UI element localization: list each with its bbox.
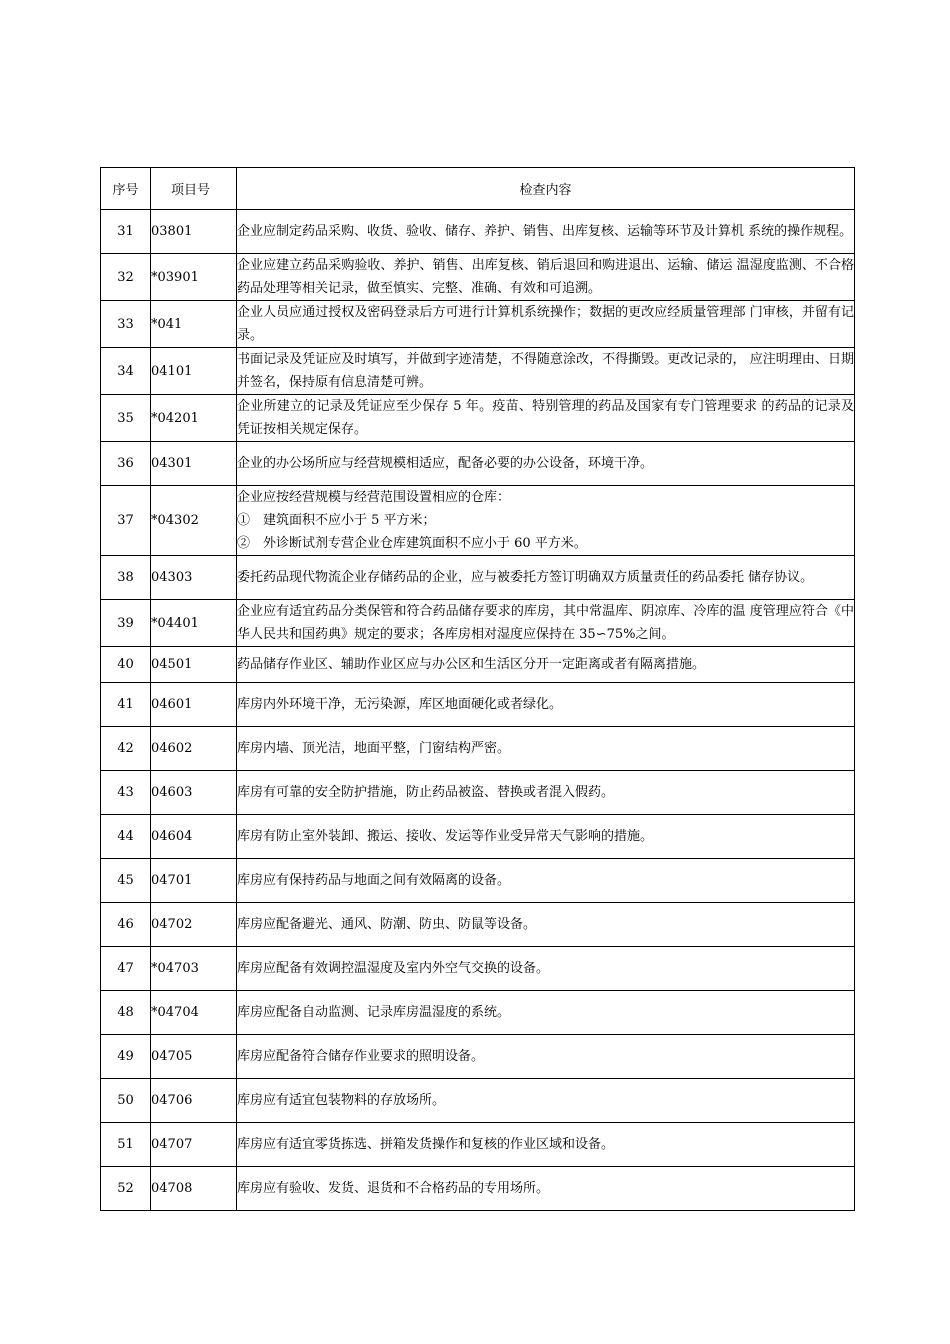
table-row: [101, 859, 855, 903]
row-seq: 50: [101, 1079, 151, 1123]
row-content: 库房应配备有效调控温湿度及室内外空气交换的设备。: [237, 947, 855, 991]
row-code: 04701: [151, 859, 237, 903]
inspection-table: [100, 167, 855, 1211]
table-row: [101, 1167, 855, 1211]
row-content: 企业应制定药品采购、收货、验收、储存、养护、销售、出库复核、运输等环节及计算机 系统的操作规程。: [237, 210, 855, 254]
row-code: 04707: [151, 1123, 237, 1167]
row-code: 04705: [151, 1035, 237, 1079]
row-seq: 40: [101, 647, 151, 683]
row-code: 04603: [151, 771, 237, 815]
table-row: [101, 1035, 855, 1079]
table-row: [101, 647, 855, 683]
row-seq: 48: [101, 991, 151, 1035]
row-content: 企业应有适宜药品分类保管和符合药品储存要求的库房，其中常温库、阴凉库、冷库的温 度管理应符合《中华人民共和国药典》规定的要求；各库房相对湿度应保持在 35∽75%之间。: [237, 600, 855, 647]
row-content: 库房应配备符合储存作业要求的照明设备。: [237, 1035, 855, 1079]
row-seq: 41: [101, 683, 151, 727]
header-code: 项目号: [151, 168, 237, 210]
row-code: 04101: [151, 348, 237, 395]
row-content-line: ① 建筑面积不应小于 5 平方米；: [237, 513, 436, 528]
row-seq: 51: [101, 1123, 151, 1167]
row-code: 03801: [151, 210, 237, 254]
row-content: 库房有防止室外装卸、搬运、接收、发运等作业受异常天气影响的措施。: [237, 815, 855, 859]
row-seq: 35: [101, 395, 151, 442]
row-code: *03901: [151, 254, 237, 301]
row-content: [237, 486, 855, 556]
table-row: [101, 727, 855, 771]
table-row: [101, 947, 855, 991]
table-row: [101, 815, 855, 859]
table-header-row: [101, 168, 855, 210]
row-code: *04201: [151, 395, 237, 442]
table-row: [101, 903, 855, 947]
row-content: 库房内墙、顶光洁，地面平整，门窗结构严密。: [237, 727, 855, 771]
row-content: 库房内外环境干净，无污染源，库区地面硬化或者绿化。: [237, 683, 855, 727]
row-code: 04501: [151, 647, 237, 683]
row-content: 药品储存作业区、辅助作业区应与办公区和生活区分开一定距离或者有隔离措施。: [237, 647, 855, 683]
table-row: [101, 210, 855, 254]
row-content: 委托药品现代物流企业存储药品的企业，应与被委托方签订明确双方质量责任的药品委托 储存协议。: [237, 556, 855, 600]
table-row: [101, 556, 855, 600]
row-seq: 42: [101, 727, 151, 771]
row-seq: 32: [101, 254, 151, 301]
table-row: [101, 301, 855, 348]
row-content: 企业应建立药品采购验收、养护、销售、出库复核、销后退回和购进退出、运输、储运 温湿度监测、不合格药品处理等相关记录，做至慎实、完整、准确、有效和可追溯。: [237, 254, 855, 301]
row-content: 书面记录及凭证应及时填写，并做到字迹清楚，不得随意涂改，不得撕毁。更改记录的， 应注明理由、日期并签名，保持原有信息清楚可辨。: [237, 348, 855, 395]
row-seq: 38: [101, 556, 151, 600]
table-row: [101, 991, 855, 1035]
row-seq: 52: [101, 1167, 151, 1211]
row-code: 04301: [151, 442, 237, 486]
row-seq: 43: [101, 771, 151, 815]
header-content: 检查内容: [237, 168, 855, 210]
table-row: [101, 1079, 855, 1123]
row-code: *04401: [151, 600, 237, 647]
row-content: 库房应配备自动监测、记录库房温湿度的系统。: [237, 991, 855, 1035]
table-row: [101, 600, 855, 647]
row-content: 企业的办公场所应与经营规模相适应，配备必要的办公设备，环境干净。: [237, 442, 855, 486]
row-content: 企业所建立的记录及凭证应至少保存 5 年。疫苗、特别管理的药品及国家有专门管理要求 的药品的记录及凭证按相关规定保存。: [237, 395, 855, 442]
row-content: 库房应配备避光、通风、防潮、防虫、防鼠等设备。: [237, 903, 855, 947]
row-seq: 47: [101, 947, 151, 991]
header-seq: 序号: [101, 168, 151, 210]
row-seq: 49: [101, 1035, 151, 1079]
row-content: 库房应有适宜包装物料的存放场所。: [237, 1079, 855, 1123]
row-content-line: 企业应按经营规模与经营范围设置相应的仓库：: [237, 490, 511, 505]
row-content: 库房应有适宜零货拣选、拼箱发货操作和复核的作业区域和设备。: [237, 1123, 855, 1167]
table-row: [101, 395, 855, 442]
row-seq: 46: [101, 903, 151, 947]
row-code: *04703: [151, 947, 237, 991]
table-row: [101, 254, 855, 301]
row-code: 04708: [151, 1167, 237, 1211]
row-content: 企业人员应通过授权及密码登录后方可进行计算机系统操作；数据的更改应经质量管理部 门审核，并留有记录。: [237, 301, 855, 348]
row-content: 库房有可靠的安全防护措施，防止药品被盗、替换或者混入假药。: [237, 771, 855, 815]
row-seq: 37: [101, 486, 151, 556]
table-row: [101, 486, 855, 556]
row-content-line: ② 外诊断试剂专营企业仓库建筑面积不应小于 60 平方米。: [237, 536, 587, 551]
row-seq: 44: [101, 815, 151, 859]
row-content: 库房应有验收、发货、退货和不合格药品的专用场所。: [237, 1167, 855, 1211]
row-content: 库房应有保持药品与地面之间有效隔离的设备。: [237, 859, 855, 903]
table-row: [101, 348, 855, 395]
table-row: [101, 1123, 855, 1167]
row-code: *04704: [151, 991, 237, 1035]
row-seq: 34: [101, 348, 151, 395]
row-code: 04706: [151, 1079, 237, 1123]
row-code: *041: [151, 301, 237, 348]
row-code: *04302: [151, 486, 237, 556]
table-row: [101, 683, 855, 727]
row-seq: 39: [101, 600, 151, 647]
row-seq: 33: [101, 301, 151, 348]
row-seq: 45: [101, 859, 151, 903]
row-code: 04602: [151, 727, 237, 771]
row-code: 04604: [151, 815, 237, 859]
row-code: 04601: [151, 683, 237, 727]
table-row: [101, 442, 855, 486]
row-seq: 36: [101, 442, 151, 486]
table-row: [101, 771, 855, 815]
row-seq: 31: [101, 210, 151, 254]
row-code: 04702: [151, 903, 237, 947]
row-code: 04303: [151, 556, 237, 600]
